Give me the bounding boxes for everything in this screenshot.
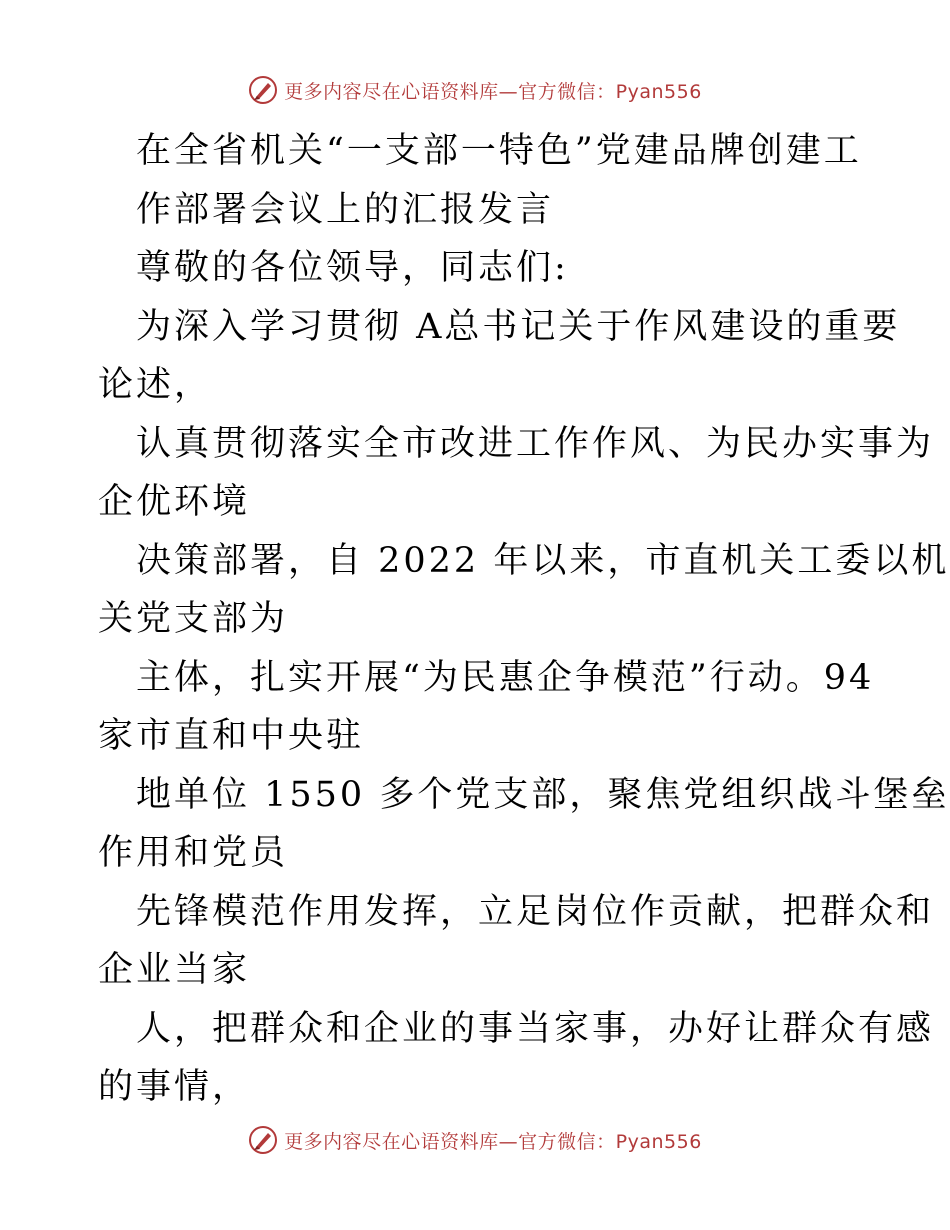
pen-logo-icon	[248, 75, 278, 105]
body-line: 主体，扎实开展“为民惠企争模范”行动。94	[136, 657, 875, 698]
body-line: 先锋模范作用发挥，立足岗位作贡献，把群众和	[136, 891, 935, 932]
body-line: 的事情，	[98, 1067, 251, 1107]
body-line: 认真贯彻落实全市改进工作作风、为民办实事为	[136, 423, 935, 464]
body-line: 地单位 1550 多个党支部，聚焦党组织战斗堡垒	[136, 774, 950, 815]
body-line: 关党支部为	[98, 599, 289, 639]
body-line: 决策部署，自 2022 年以来，市直机关工委以机	[136, 540, 950, 581]
header-watermark-banner	[0, 72, 950, 108]
watermark-text: 更多内容尽在心语资料库—官方微信：Pyan556	[284, 1130, 702, 1153]
title-line-2: 作部署会议上的汇报发言	[136, 189, 555, 230]
body-line: 论述，	[98, 365, 213, 405]
document-body	[98, 122, 950, 1117]
body-line: 家市直和中央驻	[98, 716, 365, 756]
pen-logo-icon	[248, 1125, 278, 1155]
body-line: 作用和党员	[98, 833, 289, 873]
body-line: 企业当家	[98, 950, 251, 990]
watermark-text: 更多内容尽在心语资料库—官方微信：Pyan556	[284, 80, 702, 103]
body-line: 为深入学习贯彻 A总书记关于作风建设的重要	[136, 306, 901, 347]
title-line-1: 在全省机关“一支部一特色”党建品牌创建工	[136, 131, 862, 171]
body-line: 人，把群众和企业的事当家事，办好让群众有感	[136, 1008, 935, 1049]
body-line: 企优环境	[98, 482, 251, 522]
salutation: 尊敬的各位领导，同志们:	[136, 248, 569, 288]
footer-watermark-banner	[0, 1122, 950, 1158]
